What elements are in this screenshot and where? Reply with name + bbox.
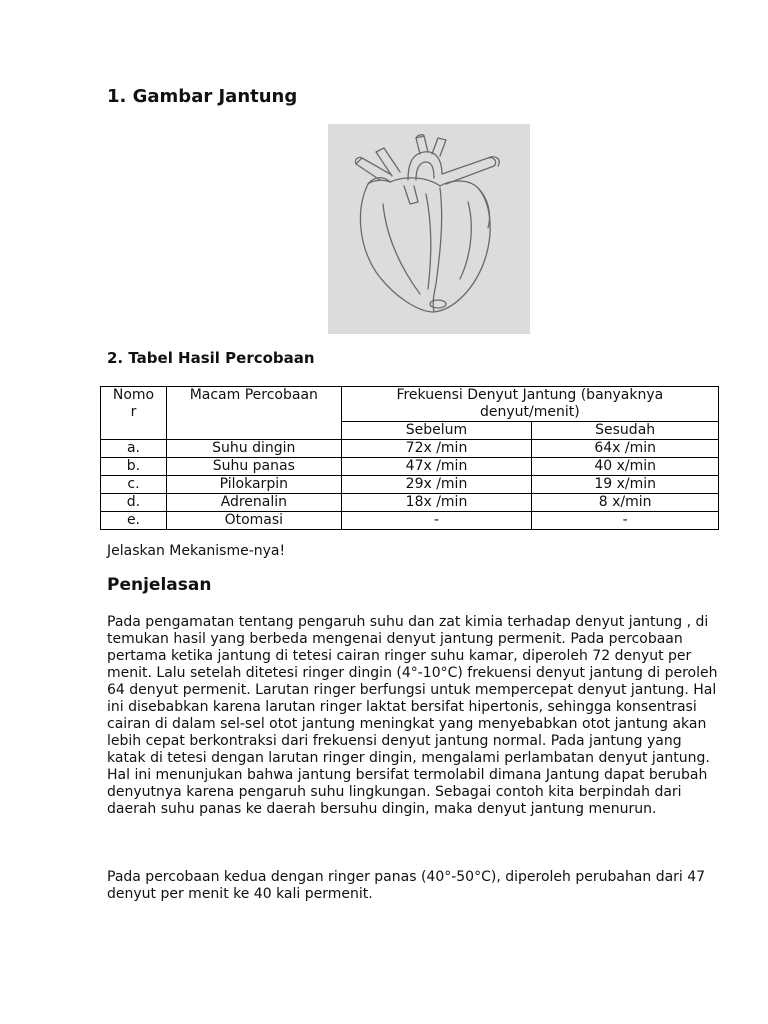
cell-nomor: a. xyxy=(101,440,167,458)
cell-sesudah: 8 x/min xyxy=(532,494,719,512)
section-title-explanation: Penjelasan xyxy=(107,575,212,595)
cell-nomor: c. xyxy=(101,476,167,494)
heart-sketch-icon xyxy=(328,124,530,334)
heart-drawing-photo xyxy=(328,124,530,334)
header-frekuensi: Frekuensi Denyut Jantung (banyaknya denyut/menit) xyxy=(341,387,718,422)
cell-macam: Pilokarpin xyxy=(166,476,341,494)
cell-sesudah: - xyxy=(532,512,719,530)
question-text: Jelaskan Mekanisme-nya! xyxy=(107,543,286,559)
cell-sesudah: 19 x/min xyxy=(532,476,719,494)
explanation-paragraph-2: Pada percobaan kedua dengan ringer panas (40°-50°C), diperoleh perubahan dari 47 denyut per menit ke 40 kali permenit. xyxy=(107,869,706,902)
cell-sebelum: 18x /min xyxy=(341,494,532,512)
cell-macam: Adrenalin xyxy=(166,494,341,512)
cell-macam: Suhu panas xyxy=(166,458,341,476)
table-row xyxy=(101,458,719,476)
table-header-row xyxy=(101,387,719,422)
header-nomor-label: Nomo r xyxy=(112,387,155,420)
section-title-results-table: 2. Tabel Hasil Percobaan xyxy=(107,349,315,367)
cell-sebelum: 72x /min xyxy=(341,440,532,458)
cell-macam: Otomasi xyxy=(166,512,341,530)
cell-macam: Suhu dingin xyxy=(166,440,341,458)
cell-nomor: b. xyxy=(101,458,167,476)
table-row xyxy=(101,494,719,512)
table-row xyxy=(101,476,719,494)
header-nomor xyxy=(101,387,167,440)
header-sesudah: Sesudah xyxy=(532,422,719,440)
table-row xyxy=(101,512,719,530)
cell-sesudah: 64x /min xyxy=(532,440,719,458)
cell-sebelum: 47x /min xyxy=(341,458,532,476)
cell-nomor: e. xyxy=(101,512,167,530)
explanation-paragraph-1: Pada pengamatan tentang pengaruh suhu dan zat kimia terhadap denyut jantung , di temukan hasil yang berbeda mengenai denyut jantung permenit. Pada percobaan pertama ketika jantung di tetesi cairan ringer suhu kamar, diperoleh 72 denyut per menit. Lalu setelah ditetesi ringer dingin (4°-10°C) frekuensi denyut jantung di peroleh 64 denyut permenit. Larutan ringer berfungsi untuk mempercepat denyut jantung. Hal ini disebabkan karena larutan ringer laktat bersifat hipertonis, sehingga konsentrasi cairan di dalam sel-sel otot jantung meningkat yang menyebabkan otot jantung akan lebih cepat berkontraksi dari frekuensi denyut jantung normal. Pada jantung yang katak di tetesi dengan larutan ringer dingin, mengalami perlambatan denyut jantung. Hal ini menunjukan bahwa jantung bersifat termolabil dimana Jantung dapat berubah denyutnya karena pengaruh suhu lingkungan. Sebagai contoh kita berpindah dari daerah suhu panas ke daerah bersuhu dingin, maka denyut jantung menurun. xyxy=(107,614,718,817)
cell-sebelum: - xyxy=(341,512,532,530)
header-sebelum: Sebelum xyxy=(341,422,532,440)
header-macam-percobaan: Macam Percobaan xyxy=(166,387,341,440)
cell-sesudah: 40 x/min xyxy=(532,458,719,476)
cell-nomor: d. xyxy=(101,494,167,512)
results-table xyxy=(100,386,719,530)
table-row xyxy=(101,440,719,458)
cell-sebelum: 29x /min xyxy=(341,476,532,494)
section-title-heart-drawing: 1. Gambar Jantung xyxy=(107,86,298,107)
